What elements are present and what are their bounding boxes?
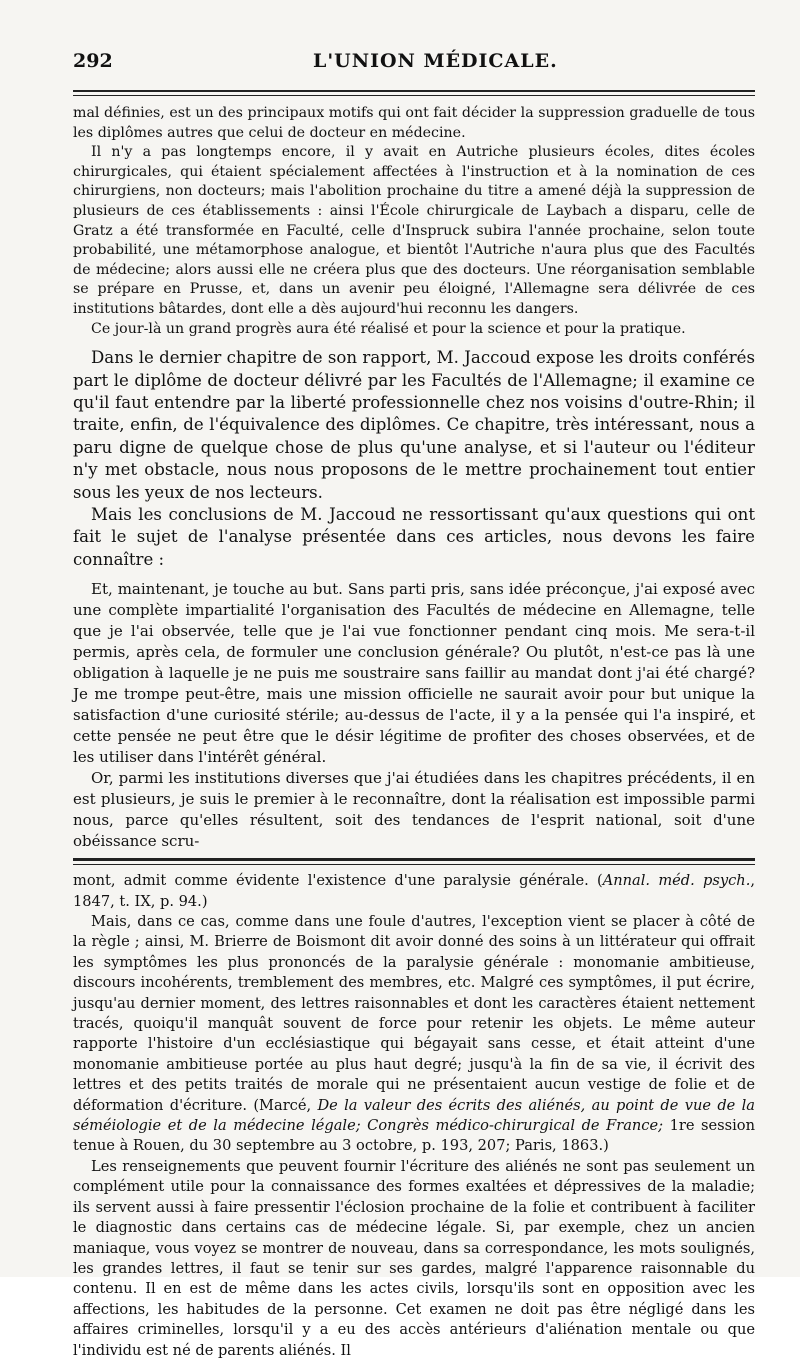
footnote-paragraph: Mais, dans ce cas, comme dans une foule d'autres, l'exception vient se placer à côté de la règle ; ainsi, M. Brierre de Boismont dit avoir donné des soins à un littérateur qui offrait les symptômes les plus prononcés de la paralysie générale : monomanie ambitieuse, discours incohérents, tremblement des membres, etc. Malgré ces symptômes, il put écrire, jusqu'au dernier moment, des lettres raisonnables et dont les caractères étaient nettement tracés, quoiqu'il manquât souvent de force pour retenir les objets. Le même auteur rapporte l'histoire d'un ecclésiastique qui bégayait sans cesse, et était atteint d'une monomanie ambitieuse portée au plus haut degré; jusqu'à la fin de sa vie, il écrivit des lettres et des petits traités de morale qui ne présentaient aucun vestige de folie et de déformation d'écriture. (Marcé, De la valeur des écrits des aliénés, au point de vue de la séméiologie et de la médecine légale; Congrès médico-chirurgical de France; 1re session tenue à Rouen, du 30 septembre au 3 octobre, p. 193, 207; Paris, 1863.) — [73, 913, 755, 1155]
paragraph: Mais les conclusions de M. Jaccoud ne ressortissant qu'aux questions qui ont fait le sujet de l'analyse présentée dans ces articles, nous devons les faire connaître : — [73, 504, 755, 569]
paragraph: Il n'y a pas longtemps encore, il y avait en Autriche plusieurs écoles, dites écoles chirurgicales, qui étaient spécialement affectées à l'instruction et à la nomination de ces chirurgiens, non docteurs; mais l'abolition prochaine du titre a amené déjà la suppression de plusieurs de ces établissements : ainsi l'École chirurgicale de Laybach a disparu, celle de Gratz a été transformée en Faculté, celle d'Inspruck subira l'année prochaine, selon toute probabilité, une métamorphose analogue, et bientôt l'Autriche n'aura plus que des Facultés de médecine; alors aussi elle ne créera plus que des docteurs. Une réorganisation semblable se prépare en Prusse, et, dans un avenir peu éloigné, l'Allemagne sera délivrée de ces institutions bâtardes, dont elle a dès aujourd'hui reconnu les dangers. — [73, 144, 755, 317]
paragraph: Dans le dernier chapitre de son rapport, M. Jaccoud expose les droits conférés part le diplôme de docteur délivré par les Facultés de l'Allemagne; il examine ce qu'il faut entendre par la liberté professionnelle chez nos voisins d'outre-Rhin; il traite, enfin, de l'équivalence des diplômes. Ce chapitre, très intéressant, nous a paru digne de quelque chose de plus qu'une analyse, et si l'auteur ou l'éditeur n'y met obstacle, nous nous proposons de le mettre prochainement tout entier sous les yeux de nos lecteurs. — [73, 348, 755, 502]
section-three-quotation — [73, 579, 755, 852]
paragraph: Ce jour-là un grand progrès aura été réalisé et pour la science et pour la pratique. — [91, 320, 686, 337]
header-rule — [73, 90, 755, 96]
section-two — [73, 347, 755, 571]
paragraph: mal définies, est un des principaux motifs qui ont fait décider la suppression graduelle de tous les diplômes autres que celui de docteur en médecine. — [73, 105, 755, 141]
running-title: L'UNION MÉDICALE. — [313, 50, 558, 72]
footnote-rule — [73, 858, 755, 865]
paragraph: Or, parmi les institutions diverses que j'ai étudiées dans les chapitres précédents, il en est plusieurs, je suis le premier à le reconnaître, dont la réalisation est impossible parmi nous, parce qu'elles résultent, soit des tendances de l'esprit national, soit d'une obéissance scru- — [73, 769, 755, 851]
footnote-block — [73, 871, 755, 1361]
footnote-paragraph: mont, admit comme évidente l'existence d'une paralysie générale. (Annal. méd. psych., 1847, t. IX, p. 94.) — [73, 872, 755, 910]
section-one — [73, 104, 755, 339]
page-number: 292 — [73, 50, 113, 72]
paragraph: Et, maintenant, je touche au but. Sans parti pris, sans idée préconçue, j'ai exposé avec une complète impartialité l'organisation des Facultés de médecine en Allemagne, telle que je l'ai observée, telle que je l'ai vue fonctionner pendant cinq mois. Me sera-t-il permis, après cela, de formuler une conclusion générale? Ou plutôt, n'est-ce pas là une obligation à laquelle je ne puis me soustraire sans faillir au mandat dont j'ai été chargé? Je me trompe peut-être, mais une mission officielle ne saurait avoir pour but unique la satisfaction d'une curiosité stérile; au-dessus de l'acte, il y a la pensée qui l'a inspiré, et cette pensée ne peut être que le désir légitime de profiter des choses observées, et de les utiliser dans l'intérêt général. — [73, 580, 755, 767]
footnote-paragraph: Les renseignements que peuvent fournir l'écriture des aliénés ne sont pas seulement un complément utile pour la connaissance des formes exaltées et dépressives de la maladie; ils servent aussi à faire pressentir l'éclosion prochaine de la folie et contribuent à faciliter le diagnostic dans certains cas de médecine légale. Si, par exemple, chez un ancien maniaque, vous voyez se montrer de nouveau, dans sa correspondance, les mots soulignés, les grandes lettres, il faut se tenir sur ses gardes, malgré l'apparence raisonnable du contenu. Il en est de même dans les actes civils, lorsqu'ils sont en opposition avec les affections, les habitudes de la personne. Cet examen ne doit pas être négligé dans les affaires criminelles, lorsqu'il y a eu des accès antérieurs d'aliénation mentale ou que l'individu est né de parents aliénés. Il — [73, 1157, 755, 1359]
page-header — [73, 50, 755, 84]
